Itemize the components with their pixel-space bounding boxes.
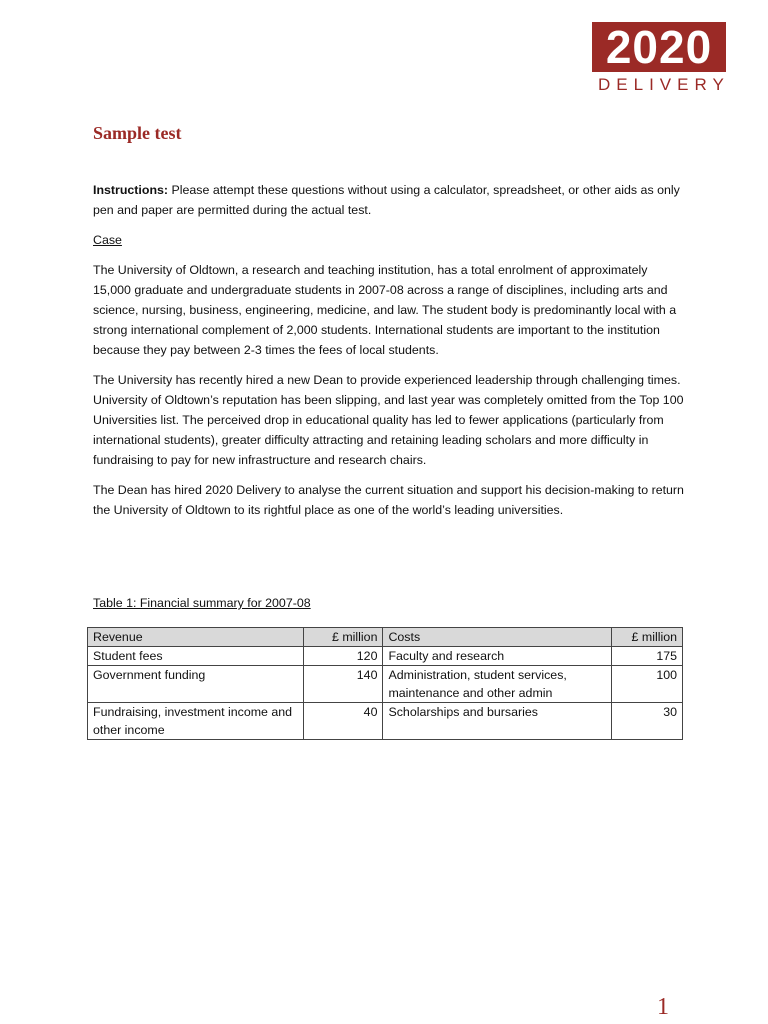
page-title: Sample test xyxy=(93,123,182,143)
instructions xyxy=(93,180,685,220)
revenue-amount: 140 xyxy=(303,666,383,703)
instructions-text: Please attempt these questions without using a calculator, spreadsheet, or other aids as only pen and paper are permitted during the actual test. xyxy=(93,183,680,217)
header-costs: Costs xyxy=(383,628,612,647)
cost-amount: 30 xyxy=(612,703,683,740)
logo-word: DELIVERY xyxy=(598,75,730,94)
table-row xyxy=(88,666,683,703)
case-paragraph-3: The Dean has hired 2020 Delivery to analyse the current situation and support his decision-making to return the University of Oldtown to its rightful place as one of the world’s leading universities. xyxy=(93,483,684,517)
document-body xyxy=(93,180,685,530)
revenue-item: Government funding xyxy=(88,666,304,703)
revenue-amount: 40 xyxy=(303,703,383,740)
instructions-label: Instructions: xyxy=(93,183,169,197)
case-paragraph-2: The University has recently hired a new Dean to provide experienced leadership through challenging times. University of Oldtown’s reputation has been slipping, and last year was completely omitted from the Top 100 Universities list. The perceived drop in educational quality has led to fewer applications (particularly from international students), greater difficulty attracting and retaining leading scholars and more difficulty in fundraising to pay for new infrastructure and research chairs. xyxy=(93,373,684,467)
table-header-row xyxy=(88,628,683,647)
revenue-item: Fundraising, investment income and other income xyxy=(88,703,304,740)
company-logo xyxy=(592,21,730,95)
cost-item: Faculty and research xyxy=(383,647,612,666)
cost-item: Scholarships and bursaries xyxy=(383,703,612,740)
header-revenue-amount: £ million xyxy=(303,628,383,647)
revenue-amount: 120 xyxy=(303,647,383,666)
page-number: 1 xyxy=(657,994,669,1020)
table-row xyxy=(88,703,683,740)
header-revenue: Revenue xyxy=(88,628,304,647)
table-caption: Table 1: Financial summary for 2007-08 xyxy=(93,596,311,610)
table-row xyxy=(88,647,683,666)
logo-number: 2020 xyxy=(592,22,726,72)
cost-amount: 100 xyxy=(612,666,683,703)
header-costs-amount: £ million xyxy=(612,628,683,647)
cost-amount: 175 xyxy=(612,647,683,666)
revenue-item: Student fees xyxy=(88,647,304,666)
case-heading: Case xyxy=(93,233,122,247)
financial-summary-table xyxy=(87,627,683,740)
case-paragraph-1: The University of Oldtown, a research and teaching institution, has a total enrolment of approximately 15,000 graduate and undergraduate students in 2007-08 across a range of disciplines, including arts and science, nursing, business, engineering, medicine, and law. The student body is predominantly local with a strong international complement of 2,000 students. International students are important to the institution because they pay between 2-3 times the fees of local students. xyxy=(93,263,677,357)
cost-item: Administration, student services, maintenance and other admin xyxy=(383,666,612,703)
